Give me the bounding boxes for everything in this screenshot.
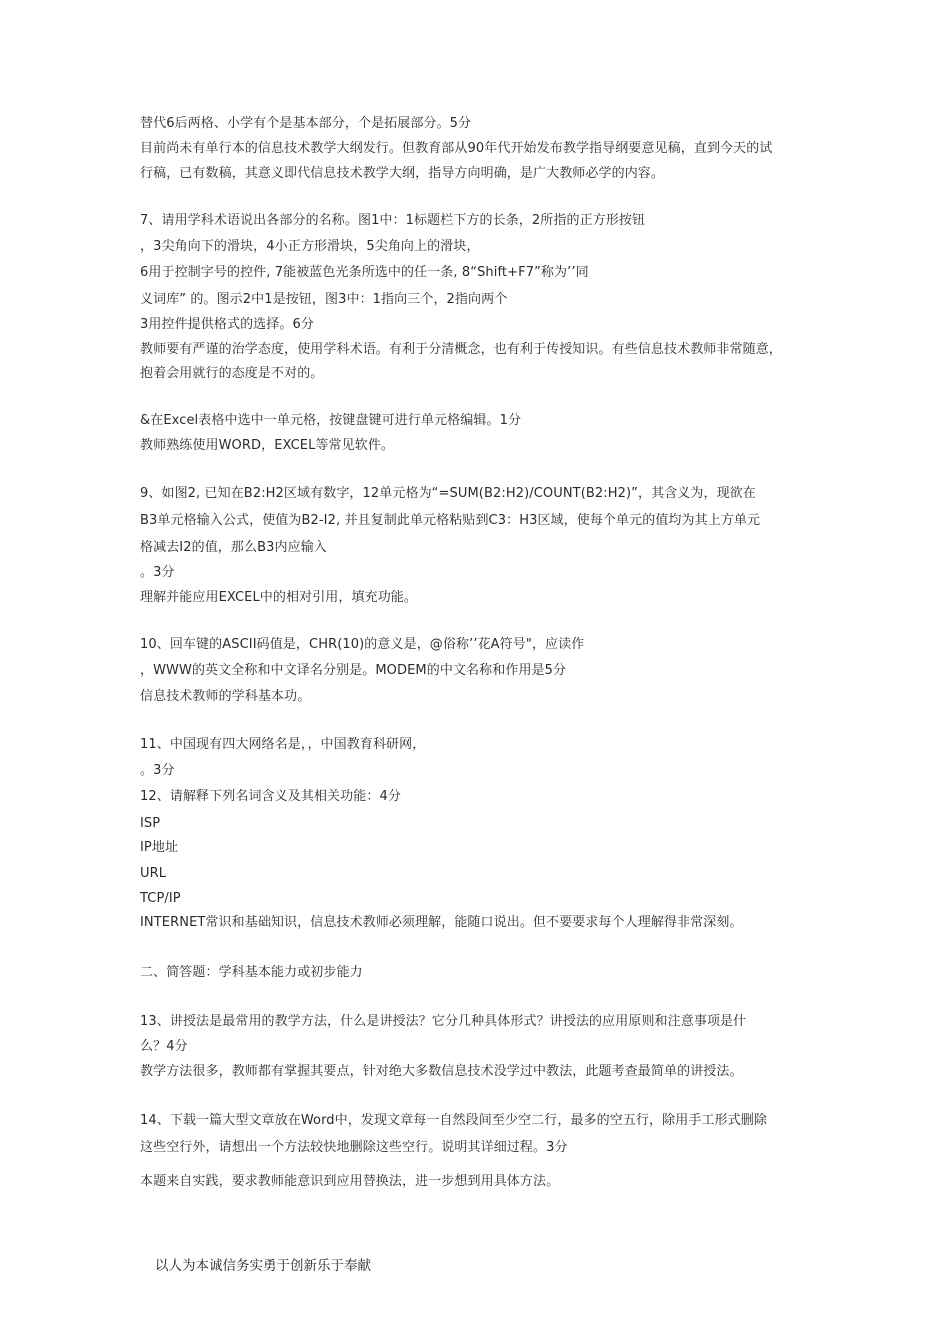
text-line: 行稿，已有数稿，其意义即代信息技术教学大纲，指导方向明确，是广大教师必学的内容。	[140, 166, 665, 181]
text-line: 教师熟练使用WORD，EXCEL等常见软件。	[140, 438, 395, 453]
section-heading: 二、简答题：学科基本能力或初步能力	[140, 965, 363, 980]
question-9: 9、如图2, 已知在B2:H2区域有数字，12单元格为“=SUM(B2:H2)/COUNT(B2:H2)”，其含义为，现欲在	[140, 486, 756, 501]
text-line: 6用于控制字号的控件, 7能被蓝色光条所选中的任一条, 8“Shift+F7”称为’’同	[140, 265, 589, 280]
text-line: 么？4分	[140, 1039, 188, 1054]
footer-motto: 以人为本诚信务实勇于创新乐于奉献	[155, 1258, 371, 1274]
text-line: 3用控件提供格式的选择。6分	[140, 317, 314, 332]
text-line: 本题来自实践，要求教师能意识到应用替换法，进一步想到用具体方法。	[140, 1174, 560, 1189]
text-line: 义词库” 的。图示2中1是按钮，图3中：1指向三个，2指向两个	[140, 292, 508, 307]
text-line: ，WWW的英文全称和中文译名分别是。MODEM的中文名称和作用是5分	[140, 663, 567, 678]
text-line: 教师要有严谨的治学态度，使用学科术语。有利于分清概念，也有利于传授知识。有些信息技术教师非常随意，	[140, 342, 782, 357]
question-8: &在Excel表格中选中一单元格，按键盘键可进行单元格编辑。1分	[140, 413, 522, 428]
term-item: TCP/IP	[140, 891, 181, 906]
question-12: 12、请解释下列名词含义及其相关功能：4分	[140, 789, 401, 804]
text-line: 这些空行外，请想出一个方法较快地删除这些空行。说明其详细过程。3分	[140, 1140, 568, 1155]
text-line: 抱着会用就行的态度是不对的。	[140, 366, 324, 381]
text-line: B3单元格输入公式，使值为B2-I2, 并且复制此单元格粘贴到C3：H3区域，使每个单元的值均为其上方单元	[140, 513, 761, 528]
text-line: 。3分	[140, 763, 175, 778]
question-13: 13、讲授法是最常用的教学方法，什么是讲授法？它分几种具体形式？讲授法的应用原则和注意事项是什	[140, 1014, 747, 1029]
term-item: IP地址	[140, 840, 179, 855]
text-line: ，3尖角向下的滑块，4小正方形滑块，5尖角向上的滑块，	[140, 239, 480, 254]
text-line: 信息技术教师的学科基本功。	[140, 689, 311, 704]
term-item: URL	[140, 866, 167, 881]
text-line: 教学方法很多，教师都有掌握其要点，针对绝大多数信息技术没学过中教法，此题考查最简单的讲授法。	[140, 1064, 743, 1079]
question-7: 7、请用学科术语说出各部分的名称。图1中：1标题栏下方的长条，2所指的正方形按钮	[140, 213, 646, 228]
question-14: 14、下载一篇大型文章放在Word中，发现文章每一自然段间至少空二行，最多的空五行，除用手工形式删除	[140, 1113, 767, 1128]
text-line: 格减去I2的值，那么B3内应输入	[140, 540, 327, 555]
question-10: 10、回车键的ASCII码值是，CHR(10)的意义是，@俗称’’花A符号"，应读作	[140, 637, 585, 652]
text-line: 。3分	[140, 565, 175, 580]
text-line: 理解并能应用EXCEL中的相对引用，填充功能。	[140, 590, 418, 605]
text-line: INTERNET常识和基础知识，信息技术教师必须理解，能随口说出。但不要要求每个人理解得非常深刻。	[140, 915, 743, 930]
question-11: 11、中国现有四大网络名是，，中国教育科研网，	[140, 737, 426, 752]
term-item: ISP	[140, 816, 161, 831]
text-line: 目前尚未有单行本的信息技术教学大纲发行。但教育部从90年代开始发布教学指导纲要意见稿，直到今天的试	[140, 141, 773, 156]
text-line: 替代6后两格、小学有个是基本部分，个是拓展部分。5分	[140, 116, 472, 131]
